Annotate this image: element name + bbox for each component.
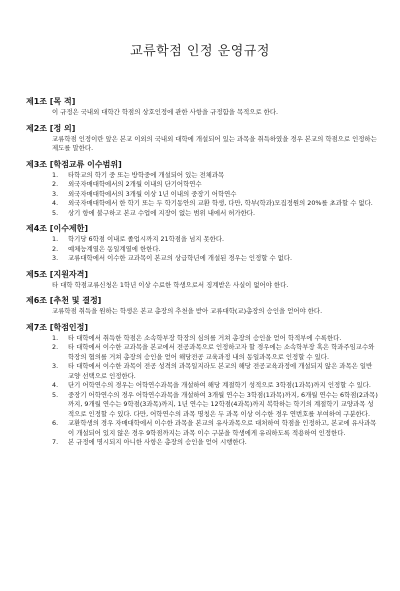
item-number: 4. [52,381,59,389]
item-text: 교류대학에서 이수한 교과목이 본교의 상급학년에 개설된 경우는 인정할 수 없다. [68,254,293,262]
item-text: 외국자매대학에서 한 학기 또는 두 학기동안의 교환 학생, 다만, 학부(학과)모집정원의 20%를 초과할 수 없다. [68,199,373,207]
item-number: 3. [52,189,59,198]
list-item [26,235,378,245]
list-item [26,190,378,200]
article-heading: 제5조 [지원자격] [26,269,89,279]
article-heading: 제4조 [이수제한] [26,224,89,233]
item-number: 7. [52,438,59,446]
item-number: 4. [52,199,59,207]
list-item [26,199,378,209]
item-number: 1. [52,235,59,243]
item-number: 1. [52,333,59,342]
article-item-list [26,171,378,219]
list-item [26,171,378,181]
list-item [26,209,378,219]
item-text: 타 대학에서 이수한 과목이 전공 성격의 과목일지라도 본교의 해당 전공교육과정에 개설되지 않은 과목은 일반 교양 선택으로 인정한다. [68,362,373,380]
article-heading: 제7조 [학점인정] [26,322,89,332]
article-3 [26,159,378,219]
item-text: 교환학생의 경우 자매대학에서 이수한 과목을 본교의 유사과목으로 대처하여 학점을 인정하고, 본교에 유사과목이 개설되어 있지 않은 경우 9학점까지는 과목 이수 구분을 학생에게 유리하도록 적용하여 인정한다. [68,419,377,437]
article-paragraph: 교류학점 취득을 원하는 학생은 본교 총장의 추천을 받아 교류대학(교)총장의 승인을 얻어야 한다. [52,307,323,315]
item-text: 타 대학에서 이수한 교과목을 본교에서 전공과목으로 인정하고자 할 경우에는 소속학부장 혹은 학과주임교수와 학장의 협의를 거쳐 총장의 승인을 얻어 해당전공 교육과정 내의 동일과목으로 인정할 수 있다. [68,343,375,361]
article-paragraph: 교류학점 인정이란 앞은 본교 이외의 국내외 대학에 개설되어 있는 과목을 취득하였을 경우 본교의 학점으로 인정하는 제도를 말한다. [52,134,377,152]
article-5 [26,269,378,291]
list-item [26,391,378,420]
article-item-list [26,334,378,448]
list-item [26,438,378,448]
article-7 [26,322,378,448]
list-item [26,180,378,190]
list-item [26,343,378,362]
list-item [26,334,378,344]
list-item [26,419,378,438]
item-text: 외국자매대학에서의 3개월 이상 1년 이내의 중장기 어학연수 [68,189,237,198]
article-heading: 제6조 [추천 및 결정] [26,296,102,305]
list-item [26,254,378,264]
list-item [26,381,378,391]
list-item [26,362,378,381]
item-number: 1. [52,170,59,179]
article-6 [26,295,378,317]
item-number: 3. [52,254,59,262]
item-text: 상기 항에 불구하고 본교 수업에 지장이 없는 범위 내에서 허가한다. [68,208,255,217]
article-paragraph: 타 대학 학점교류신청은 1학년 이상 수료한 학생으로서 징계받은 사실이 없어야 한다. [52,280,289,289]
item-text: 타 대학에서 취득한 학점은 소속학부장 학장의 심의를 거쳐 총장의 승인을 얻어 학적부에 수록한다. [68,333,342,342]
article-heading: 제1조 [목 적] [26,97,76,106]
list-item [26,245,378,255]
item-number: 6. [52,419,59,427]
article-item-list [26,235,378,264]
article-4 [26,223,378,264]
item-number: 2. [52,180,59,188]
article-1 [26,96,378,118]
item-text: 학기당 6학점 이내로 졸업시까지 21학점을 넘지 못한다. [68,235,225,243]
item-number: 5. [52,390,59,399]
document-title: 교류학점 인정 운영규정 [130,44,270,59]
item-text: 중장기 어학연수의 경우 어학연수과목을 개설하여 3개월 연수는 3학점(1과목)까지, 6개월 연수는 6학점(2과목)까지, 9개월 연수는 9학점(3과목)까지, 1년 연수는 12학점(4과목)까지 복학하는 학기의 계절학기 교양과목 성적으로 인정할 수 있다. 다만, 어학연수의 과목 명칭은 두 과목 이상 이수한 경우 연번호를 부여하여 구분한다. [68,390,378,418]
item-text: 단기 어학연수의 경우는 어학연수과목을 개설하여 해당 계절학기 성적으로 3학점(1과목)까지 인정할 수 있다. [68,381,371,389]
document-body [26,96,378,453]
item-number: 2. [52,343,59,351]
item-number: 3. [52,362,59,370]
article-heading: 제3조 [학점교류 이수범위] [26,159,122,169]
article-paragraph: 이 규정은 국내외 대학간 학점의 상호인정에 관한 사항을 규정함을 목적으로 한다. [52,108,279,116]
article-heading: 제2조 [정 의] [26,123,76,133]
item-text: 외국자매대학에서의 2개월 이내의 단기어학연수 [68,180,202,188]
item-number: 2. [52,244,59,253]
item-text: 타학교의 학기 중 또는 방학중에 개설되어 있는 전체과목 [68,170,225,179]
item-text: 예체능계열은 동일계열에 한한다. [68,244,161,253]
item-number: 5. [52,208,59,217]
article-2 [26,123,378,154]
item-text: 본 규정에 명시되지 아니한 사항은 총장의 승인을 얻어 시행한다. [68,438,247,446]
